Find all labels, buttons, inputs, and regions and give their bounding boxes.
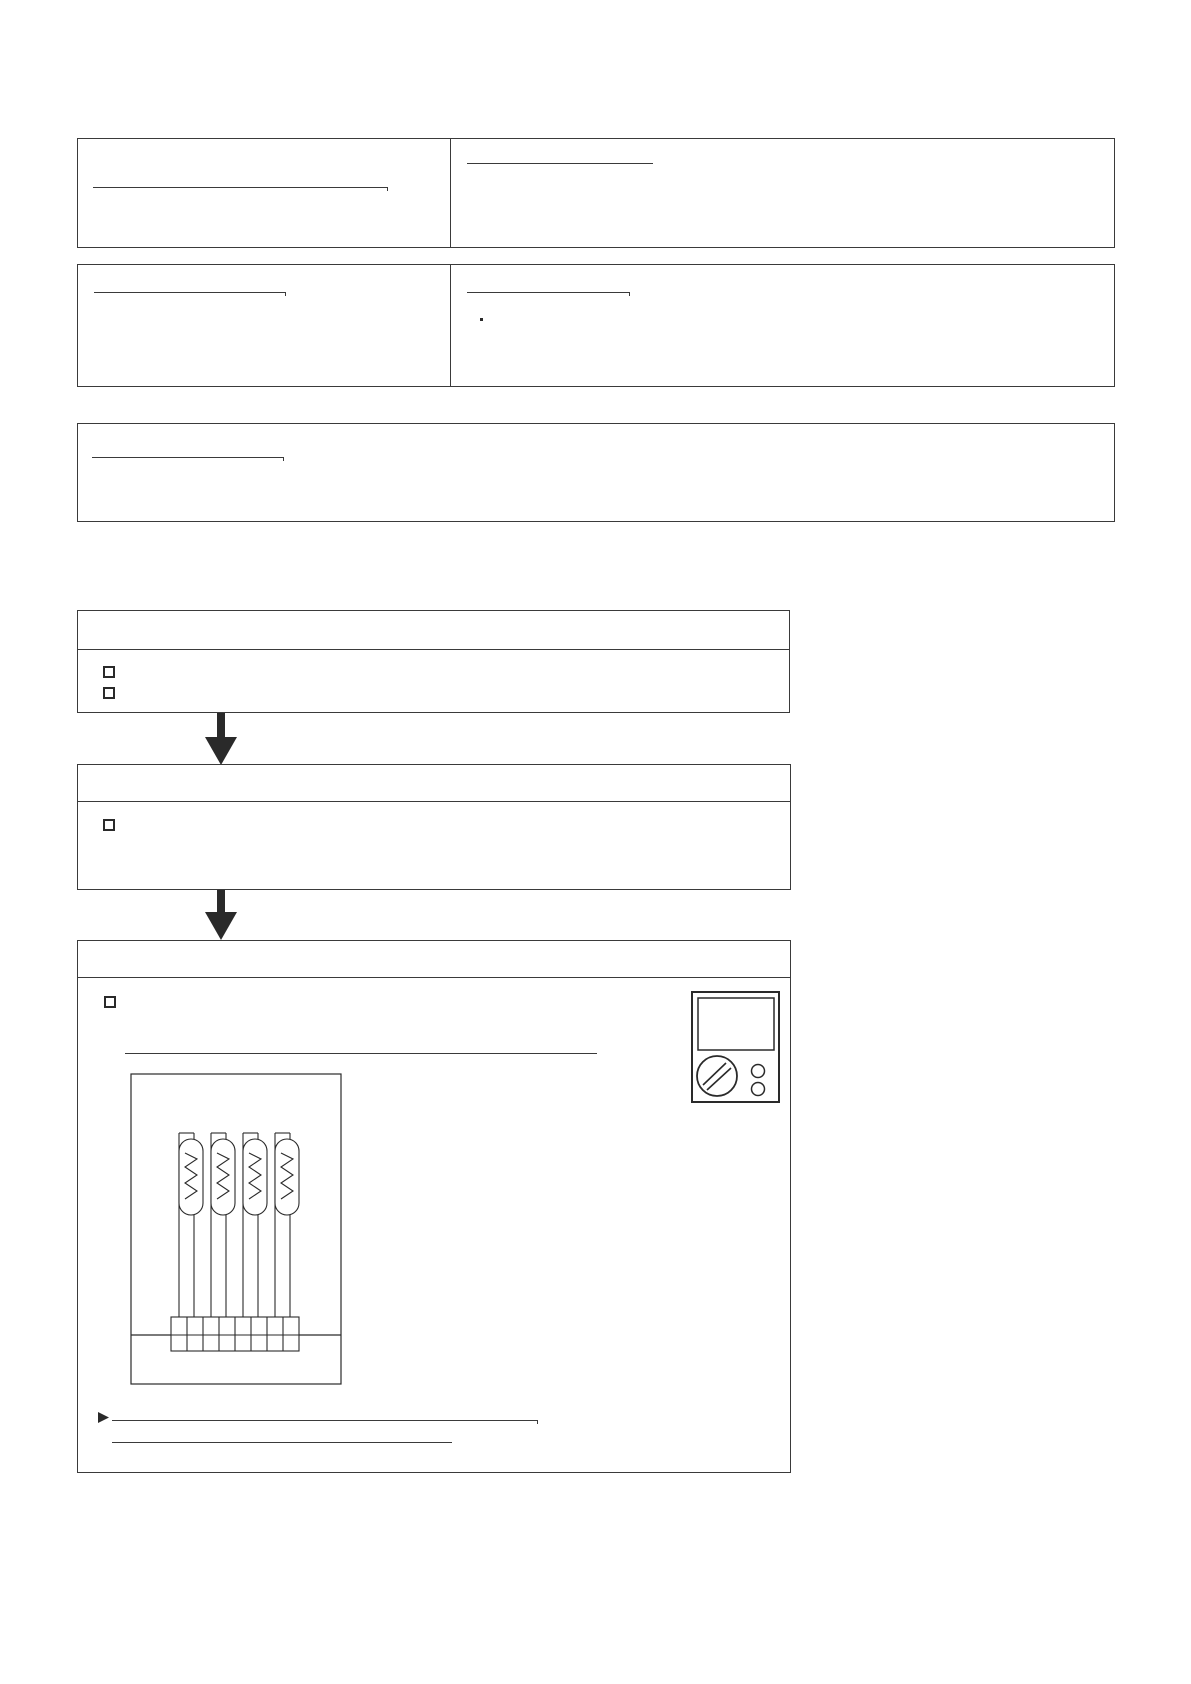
checkbox-icon[interactable] <box>103 819 115 831</box>
left-heading-underline <box>94 292 285 293</box>
step-header-divider <box>78 801 790 802</box>
arrow-down-icon <box>205 713 237 765</box>
note-heading-underline <box>92 457 283 458</box>
checkbox-icon[interactable] <box>103 666 115 678</box>
reference-sub-underline <box>112 1442 452 1443</box>
step-header-divider <box>78 977 790 978</box>
procedure-step-1 <box>77 610 790 713</box>
right-heading-underline <box>467 292 629 293</box>
connector-diagram <box>130 1073 342 1385</box>
left-heading-underline <box>93 187 387 188</box>
triangle-pointer-icon <box>98 1412 109 1423</box>
multimeter-icon <box>691 991 781 1103</box>
info-box-note <box>77 423 1115 522</box>
info-box-detection <box>77 138 1115 248</box>
info-box-divider <box>450 139 451 247</box>
procedure-step-2 <box>77 764 791 890</box>
connector-pins <box>171 1317 299 1351</box>
right-heading-underline <box>467 163 653 164</box>
bullet-point <box>480 318 483 321</box>
checkbox-icon[interactable] <box>103 687 115 699</box>
reference-link-underline[interactable] <box>112 1420 537 1421</box>
sub-heading-underline <box>125 1053 597 1054</box>
checkbox-icon[interactable] <box>104 996 116 1008</box>
info-box-condition <box>77 264 1115 387</box>
procedure-step-3 <box>77 940 791 1473</box>
arrow-down-icon <box>205 890 237 942</box>
info-box-divider <box>450 265 451 386</box>
step-header-divider <box>78 649 789 650</box>
